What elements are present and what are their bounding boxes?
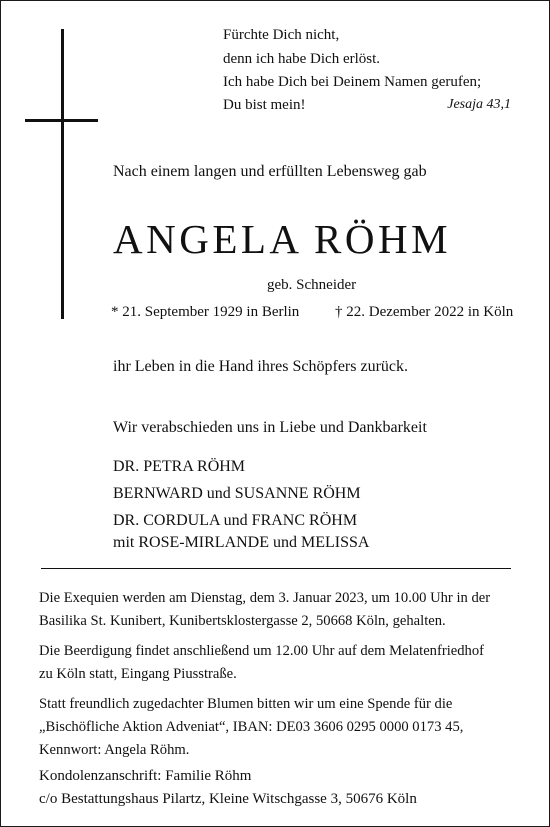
verse-line-2: denn ich habe Dich erlöst.: [223, 51, 381, 67]
exequien-line-2: Basilika St. Kunibert, Kunibertsklostergasse 2, 50668 Köln, gehalten.: [39, 613, 446, 629]
exequien-paragraph: [39, 587, 513, 633]
spende-line-2: „Bischöfliche Aktion Adveniat“, IBAN: DE03 3606 0295 0000 0173 45,: [39, 719, 464, 735]
spende-paragraph: [39, 693, 513, 762]
verse-reference: Jesaja 43,1: [447, 97, 511, 112]
family-member-2: BERNWARD und SUSANNE RÖHM: [113, 485, 361, 502]
cross-icon-vertical: [61, 29, 64, 319]
exequien-line-1: Die Exequien werden am Dienstag, dem 3. Januar 2023, um 10.00 Uhr in der: [39, 590, 491, 606]
family-member-3: DR. CORDULA und FRANC RÖHM: [113, 512, 358, 529]
after-name-text: ihr Leben in die Hand ihres Schöpfers zurück.: [113, 358, 409, 375]
verse-line-3: Ich habe Dich bei Deinem Namen gerufen;: [223, 74, 482, 90]
verse-line-4: Du bist mein!: [223, 97, 306, 113]
kondolenz-line-2: c/o Bestattungshaus Pilartz, Kleine Witschgasse 3, 50676 Köln: [39, 791, 417, 807]
farewell-text: Wir verabschieden uns in Liebe und Dankbarkeit: [113, 419, 427, 436]
family-member-1: DR. PETRA RÖHM: [113, 458, 246, 475]
spende-line-1: Statt freundlich zugedachter Blumen bitten wir um eine Spende für die: [39, 696, 453, 712]
beerdigung-line-2: zu Köln statt, Eingang Piusstraße.: [39, 666, 237, 682]
birth-date: * 21. September 1929 in Berlin: [111, 304, 300, 320]
beerdigung-paragraph: [39, 640, 513, 686]
verse-line-1: Fürchte Dich nicht,: [223, 27, 340, 43]
kondolenz-line-1: Kondolenzanschrift: Familie Röhm: [39, 768, 252, 784]
family-member-4: mit ROSE-MIRLANDE und MELISSA: [113, 534, 370, 551]
divider-line: [41, 568, 511, 569]
deceased-name: ANGELA RÖHM: [113, 216, 452, 262]
maiden-name: geb. Schneider: [267, 277, 357, 293]
cross-icon-horizontal: [25, 119, 98, 122]
death-date: † 22. Dezember 2022 in Köln: [335, 304, 514, 320]
beerdigung-line-1: Die Beerdigung findet anschließend um 12.00 Uhr auf dem Melatenfriedhof: [39, 643, 484, 659]
intro-text: Nach einem langen und erfüllten Lebensweg gab: [113, 163, 427, 180]
spende-line-3: Kennwort: Angela Röhm.: [39, 742, 190, 758]
